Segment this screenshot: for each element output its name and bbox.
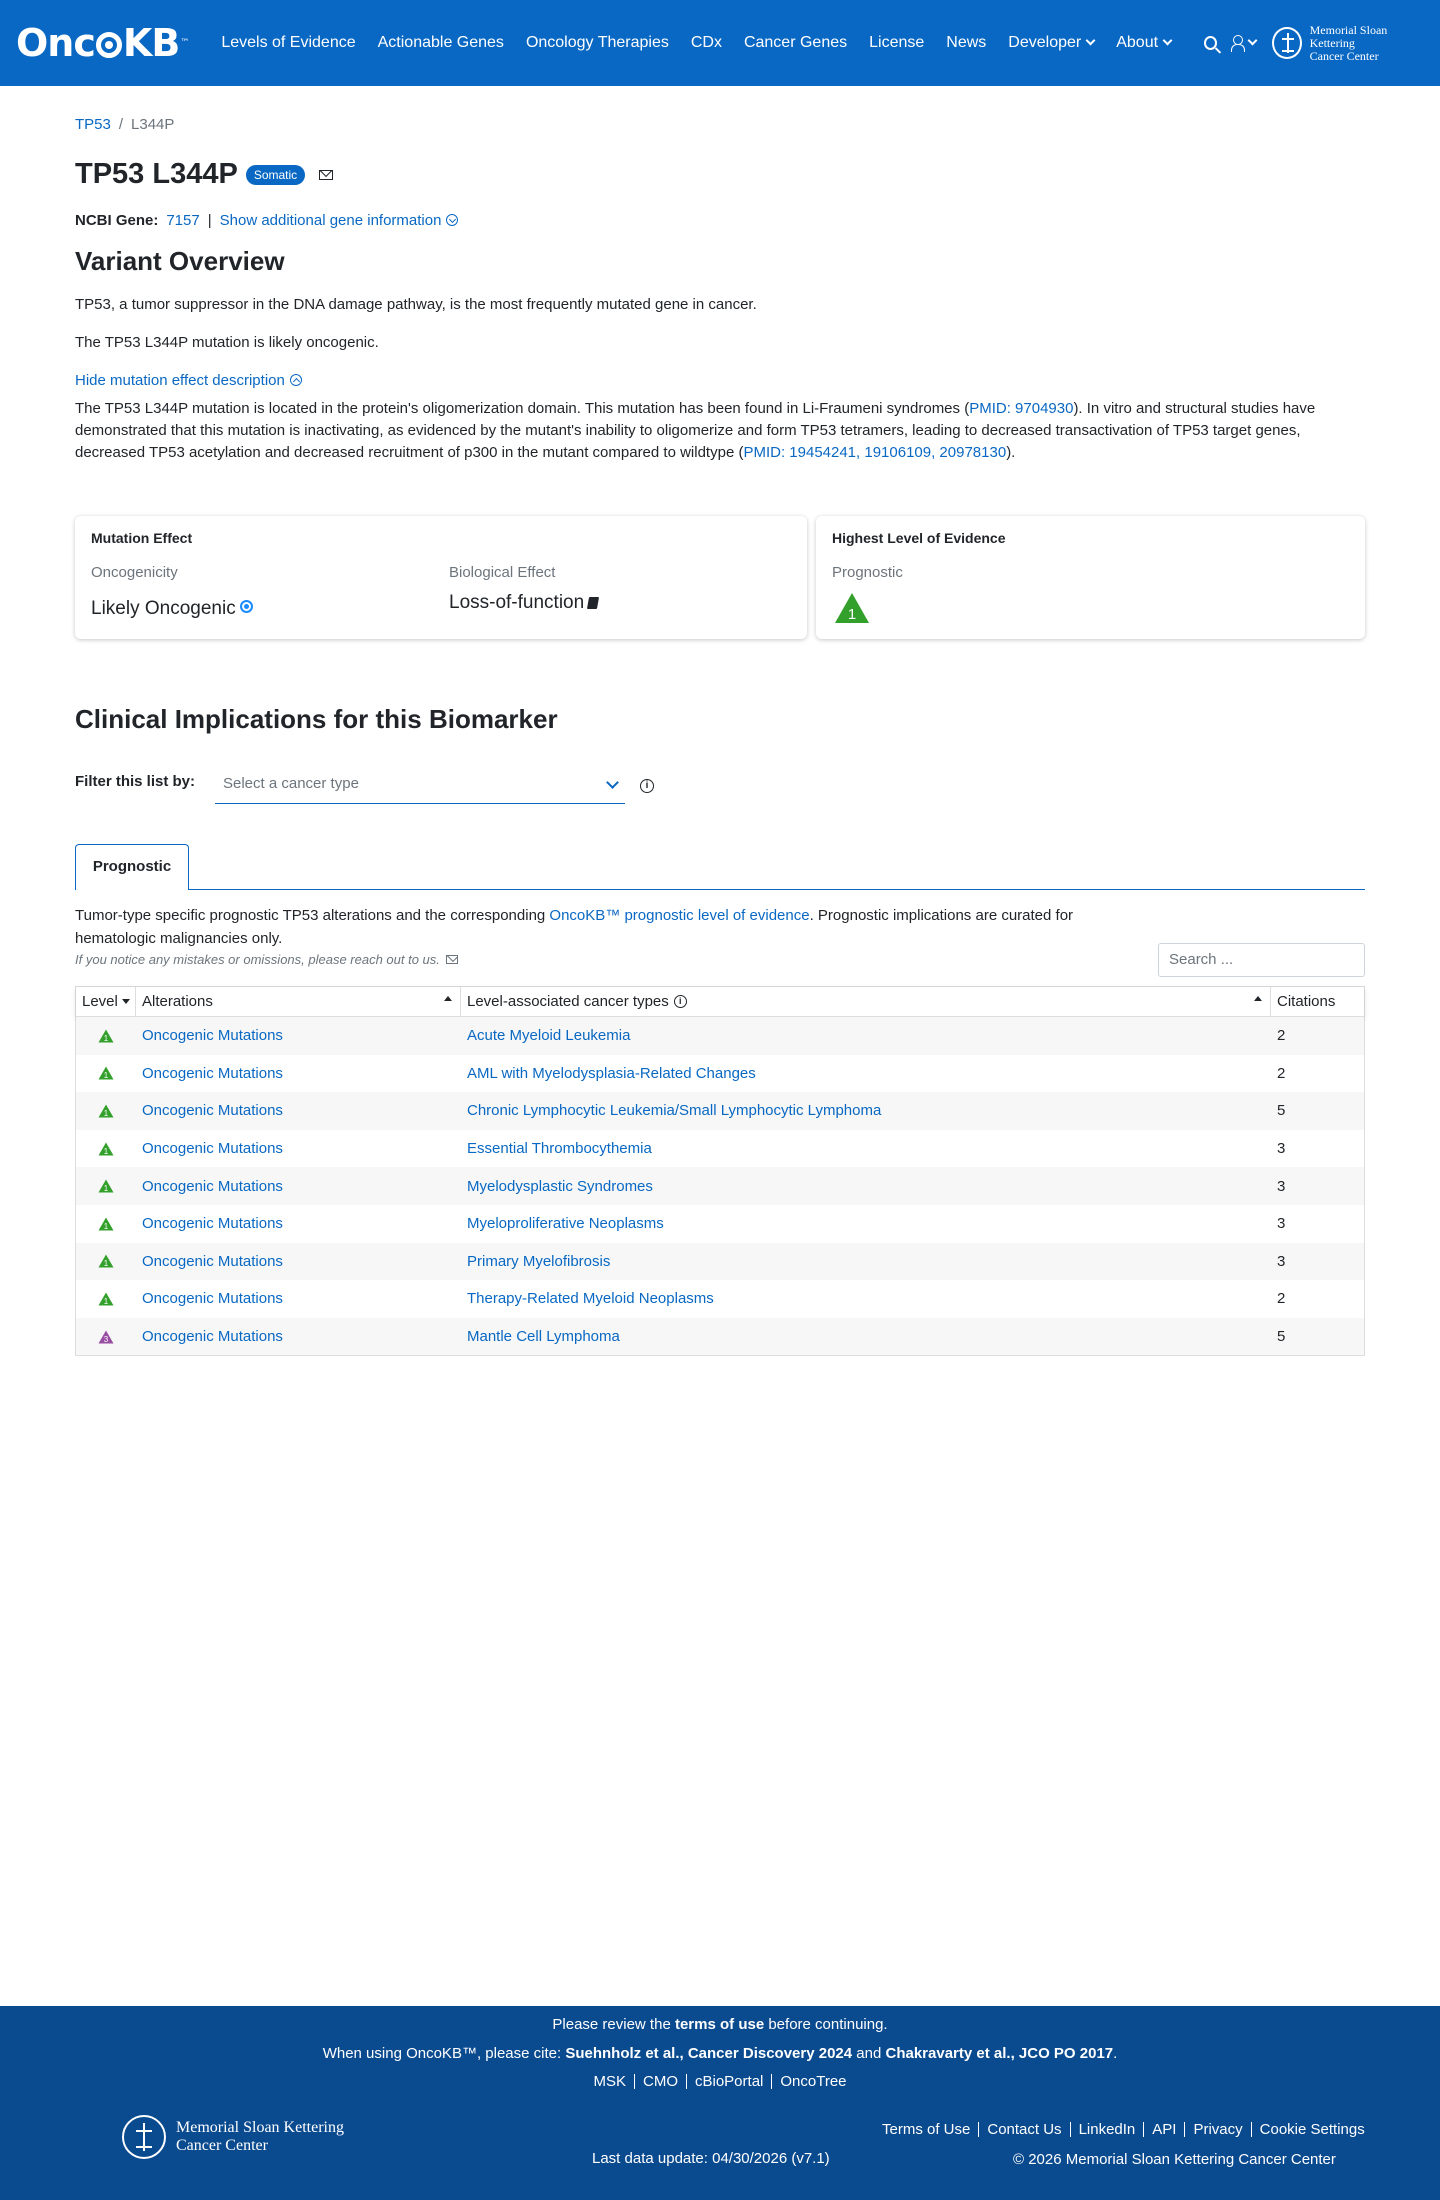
cancer-type-link[interactable]: Essential Thrombocythemia bbox=[467, 1140, 652, 1158]
cancer-type-cell bbox=[461, 1205, 1271, 1243]
highest-level-card bbox=[816, 516, 1365, 639]
nav-about-label: About bbox=[1116, 34, 1159, 51]
breadcrumb-separator: / bbox=[118, 116, 124, 133]
citations-cell[interactable] bbox=[1271, 1243, 1364, 1281]
sort-desc-icon bbox=[122, 999, 130, 1004]
level-text: 1 bbox=[103, 1071, 109, 1081]
sort-asc-icon bbox=[1254, 996, 1262, 1001]
pmid-link[interactable]: PMID: 9704930 bbox=[969, 400, 1074, 417]
last-data-update: Last data update: 04/30/2026 (v7.1) bbox=[592, 2150, 830, 2167]
citations-cell[interactable] bbox=[1271, 1318, 1364, 1356]
level-text: 1 bbox=[103, 1146, 109, 1156]
level-cell bbox=[76, 1318, 136, 1356]
highest-level-label: Prognostic bbox=[832, 564, 903, 581]
nav-cdx[interactable]: CDx bbox=[690, 34, 722, 51]
cancer-type-link[interactable]: Myeloproliferative Neoplasms bbox=[467, 1215, 664, 1233]
footer-right-links bbox=[874, 2121, 1373, 2138]
level-1-text: 1 bbox=[847, 606, 857, 623]
biological-effect-text: Loss-of-function bbox=[449, 592, 585, 613]
level-text: 1 bbox=[103, 1033, 109, 1043]
cancer-type-link[interactable]: AML with Myelodysplasia-Related Changes bbox=[467, 1064, 756, 1082]
level-1-icon[interactable] bbox=[98, 1029, 114, 1043]
alteration-link[interactable]: Oncogenic Mutations bbox=[142, 1140, 283, 1158]
citations-cell[interactable] bbox=[1271, 1130, 1364, 1168]
alteration-cell bbox=[136, 1243, 461, 1281]
nav-about-dropdown[interactable] bbox=[1116, 34, 1171, 52]
sort-asc-icon bbox=[444, 996, 452, 1001]
level-cell bbox=[76, 1205, 136, 1243]
level-cell bbox=[76, 1243, 136, 1281]
citation-text: . bbox=[1113, 2045, 1118, 2062]
alteration-cell bbox=[136, 1092, 461, 1130]
cancer-type-placeholder: Select a cancer type bbox=[223, 775, 359, 792]
msk-logo-icon bbox=[1272, 27, 1301, 59]
show-gene-info-label: Show additional gene information bbox=[219, 212, 442, 229]
table-row bbox=[76, 1318, 1364, 1356]
msk-logo[interactable] bbox=[1272, 24, 1424, 63]
level-cell bbox=[76, 1167, 136, 1205]
alteration-link[interactable]: Oncogenic Mutations bbox=[142, 1328, 283, 1346]
hide-mutation-effect-toggle[interactable] bbox=[75, 370, 302, 392]
cancer-type-cell bbox=[461, 1017, 1271, 1055]
chevron-down-icon bbox=[1163, 36, 1173, 46]
cancer-type-link[interactable]: Primary Myelofibrosis bbox=[467, 1252, 611, 1270]
level-cell bbox=[76, 1092, 136, 1130]
info-icon[interactable]: i bbox=[674, 995, 687, 1008]
variant-overview-heading: Variant Overview bbox=[75, 246, 285, 276]
oncogenicity-value bbox=[91, 598, 253, 620]
footer-linkedin-link[interactable]: LinkedIn bbox=[1071, 2122, 1145, 2137]
cancer-type-cell bbox=[461, 1167, 1271, 1205]
alteration-link[interactable]: Oncogenic Mutations bbox=[142, 1215, 283, 1233]
search-icon[interactable] bbox=[1204, 36, 1217, 50]
filter-label: Filter this list by: bbox=[75, 773, 196, 790]
feedback-note bbox=[75, 952, 458, 967]
logo-text-part1: Onc bbox=[16, 21, 95, 65]
mail-icon[interactable] bbox=[446, 955, 458, 964]
nav-developer-label: Developer bbox=[1008, 34, 1082, 51]
citation-notice bbox=[0, 2045, 1440, 2062]
book-icon[interactable] bbox=[587, 597, 599, 609]
nav-levels-of-evidence[interactable]: Levels of Evidence bbox=[221, 34, 356, 51]
mutation-effect-card bbox=[75, 516, 807, 639]
citations-count: 3 bbox=[1277, 1140, 1286, 1158]
column-citations-label: Citations bbox=[1277, 993, 1336, 1010]
alteration-cell bbox=[136, 1055, 461, 1093]
level-text: 1 bbox=[103, 1296, 109, 1306]
footer-msk-logo-text bbox=[176, 2119, 344, 2155]
cancer-type-cell bbox=[461, 1243, 1271, 1281]
logo-tm: ™ bbox=[180, 38, 189, 48]
level-3-icon[interactable] bbox=[98, 1330, 114, 1344]
cancer-type-cell bbox=[461, 1318, 1271, 1356]
breadcrumb-current: L344P bbox=[131, 116, 175, 133]
terms-of-use-link[interactable]: terms of use bbox=[674, 2016, 765, 2033]
top-navbar bbox=[0, 0, 1440, 86]
citations-count: 3 bbox=[1277, 1252, 1286, 1270]
table-row bbox=[76, 1092, 1364, 1130]
cancer-type-link[interactable]: Mantle Cell Lymphoma bbox=[467, 1328, 620, 1346]
description-text: ). In vitro and structural studies have demonstrated that this mutation is inactivating, as evidenced by the mutant's inability to oligomerize and form TP53 tetramers, leading to decreased transactivation of TP53 target genes, decreased TP53 acetylation and decreased recruitment of p300 in the mutant compared to wildtype ( bbox=[75, 400, 1316, 461]
alteration-link[interactable]: Oncogenic Mutations bbox=[142, 1290, 283, 1308]
alteration-cell bbox=[136, 1167, 461, 1205]
oncogenic-icon bbox=[240, 600, 253, 613]
alteration-link[interactable]: Oncogenic Mutations bbox=[142, 1177, 283, 1195]
biological-effect-value bbox=[449, 592, 598, 614]
citations-count: 3 bbox=[1277, 1215, 1286, 1233]
prognostic-description bbox=[75, 904, 1085, 950]
citations-count: 5 bbox=[1277, 1102, 1286, 1120]
column-level[interactable] bbox=[76, 987, 136, 1016]
cancer-type-cell bbox=[461, 1280, 1271, 1318]
footer-terms-link[interactable]: Terms of Use bbox=[874, 2122, 979, 2137]
logo-text-part2: KB bbox=[122, 21, 180, 65]
oncokb-logo[interactable] bbox=[16, 21, 188, 65]
citations-count: 2 bbox=[1277, 1290, 1286, 1308]
table-header bbox=[76, 987, 1364, 1017]
prognostic-table bbox=[75, 986, 1365, 1356]
cancer-type-link[interactable]: Myelodysplastic Syndromes bbox=[467, 1177, 653, 1195]
clinical-implications-heading: Clinical Implications for this Biomarker bbox=[75, 704, 558, 734]
footer-api-link[interactable]: API bbox=[1144, 2122, 1185, 2137]
cancer-type-cell bbox=[461, 1130, 1271, 1168]
column-cancer-types[interactable] bbox=[461, 987, 1271, 1016]
table-row bbox=[76, 1280, 1364, 1318]
tab-prognostic[interactable]: Prognostic bbox=[75, 844, 189, 890]
gene-summary: TP53, a tumor suppressor in the DNA damage pathway, is the most frequently mutated gene in cancer. bbox=[75, 296, 757, 313]
alteration-link[interactable]: Oncogenic Mutations bbox=[142, 1102, 283, 1120]
level-1-icon[interactable] bbox=[98, 1142, 114, 1156]
ncbi-gene-label: NCBI Gene: bbox=[75, 212, 159, 229]
description-text: ). bbox=[1006, 444, 1016, 461]
cancer-type-select[interactable] bbox=[215, 766, 625, 804]
alteration-link[interactable]: Oncogenic Mutations bbox=[142, 1252, 283, 1270]
alteration-link[interactable]: Oncogenic Mutations bbox=[142, 1064, 283, 1082]
alteration-cell bbox=[136, 1318, 461, 1356]
table-search-input[interactable] bbox=[1158, 943, 1365, 977]
ncbi-gene-link[interactable]: 7157 bbox=[166, 212, 200, 229]
nav-actionable-genes[interactable]: Actionable Genes bbox=[377, 34, 504, 51]
citations-cell[interactable] bbox=[1271, 1092, 1364, 1130]
msk-logo-line2: Cancer Center bbox=[1309, 48, 1379, 63]
citations-count: 3 bbox=[1277, 1177, 1286, 1195]
chevron-down-icon bbox=[606, 776, 619, 789]
show-gene-info-toggle[interactable] bbox=[220, 212, 459, 229]
citations-cell[interactable] bbox=[1271, 1167, 1364, 1205]
table-body bbox=[76, 1017, 1364, 1355]
chevron-circle-down-icon bbox=[446, 214, 458, 226]
footer-privacy-link[interactable]: Privacy bbox=[1185, 2122, 1251, 2137]
citation-text: and bbox=[852, 2045, 886, 2062]
level-cell bbox=[76, 1055, 136, 1093]
title-row bbox=[75, 158, 333, 191]
column-cancer-types-label: Level-associated cancer types bbox=[467, 993, 669, 1010]
logo-o-icon bbox=[96, 32, 122, 58]
alteration-cell bbox=[136, 1130, 461, 1168]
prognostic-text: . Prognostic implications are curated for hematologic malignancies only. bbox=[75, 907, 1074, 947]
footer-msk-logo[interactable] bbox=[122, 2115, 344, 2159]
level-cell bbox=[76, 1017, 136, 1055]
terms-text: before continuing. bbox=[764, 2016, 888, 2033]
biological-effect-label: Biological Effect bbox=[449, 564, 556, 581]
hide-mutation-effect-label: Hide mutation effect description bbox=[75, 372, 285, 389]
breadcrumb bbox=[75, 116, 174, 133]
gene-info-row bbox=[75, 212, 458, 229]
cancer-type-cell bbox=[461, 1092, 1271, 1130]
msk-logo-text bbox=[1310, 24, 1424, 63]
alteration-cell bbox=[136, 1017, 461, 1055]
citations-count: 5 bbox=[1277, 1328, 1286, 1346]
table-row bbox=[76, 1130, 1364, 1168]
citations-count: 2 bbox=[1277, 1064, 1286, 1082]
footer-link-cbioportal[interactable]: cBioPortal bbox=[687, 2074, 772, 2089]
alteration-cell bbox=[136, 1280, 461, 1318]
chevron-circle-up-icon bbox=[290, 374, 302, 386]
cancer-type-link[interactable]: Chronic Lymphocytic Leukemia/Small Lymphocytic Lymphoma bbox=[467, 1102, 882, 1120]
oncogenicity-text: Likely Oncogenic bbox=[91, 598, 236, 619]
level-cell bbox=[76, 1280, 136, 1318]
footer-msk-line1: Memorial Sloan Kettering bbox=[176, 2119, 344, 2136]
citations-cell[interactable] bbox=[1271, 1017, 1364, 1055]
citations-cell[interactable] bbox=[1271, 1280, 1364, 1318]
level-text: 1 bbox=[103, 1184, 109, 1194]
msk-logo-line1: Memorial Sloan Kettering bbox=[1309, 22, 1388, 50]
nav-oncology-therapies[interactable]: Oncology Therapies bbox=[525, 34, 669, 51]
nav-menu bbox=[210, 34, 1182, 52]
nav-license[interactable]: License bbox=[869, 34, 925, 51]
cancer-type-link[interactable]: Acute Myeloid Leukemia bbox=[467, 1027, 631, 1045]
level-1-icon[interactable] bbox=[98, 1217, 114, 1231]
copyright: © 2026 Memorial Sloan Kettering Cancer Center bbox=[1013, 2151, 1336, 2168]
citation-link-1[interactable]: Suehnholz et al., Cancer Discovery 2024 bbox=[565, 2045, 853, 2062]
column-alterations[interactable] bbox=[136, 987, 461, 1016]
nav-icons bbox=[1194, 24, 1424, 63]
table-row bbox=[76, 1205, 1364, 1243]
chevron-down-icon bbox=[1248, 35, 1258, 45]
footer-link-msk[interactable]: MSK bbox=[585, 2074, 635, 2089]
column-level-label: Level bbox=[82, 993, 118, 1010]
citations-cell[interactable] bbox=[1271, 1205, 1364, 1243]
gene-info-separator: | bbox=[207, 212, 212, 229]
table-row bbox=[76, 1167, 1364, 1205]
info-icon[interactable]: i bbox=[640, 779, 654, 793]
cancer-type-cell bbox=[461, 1055, 1271, 1093]
partner-links bbox=[0, 2073, 1440, 2090]
level-text: 1 bbox=[103, 1259, 109, 1269]
footer-cookie-settings-link[interactable]: Cookie Settings bbox=[1259, 2121, 1365, 2138]
table-row bbox=[76, 1055, 1364, 1093]
level-1-icon[interactable] bbox=[98, 1104, 114, 1118]
footer bbox=[0, 2006, 1440, 2200]
breadcrumb-gene-link[interactable]: TP53 bbox=[75, 116, 111, 133]
table-row bbox=[76, 1017, 1364, 1055]
chevron-down-icon bbox=[1086, 36, 1096, 46]
level-1-icon[interactable] bbox=[98, 1179, 114, 1193]
citation-text: When using OncoKB™, please cite: bbox=[322, 2045, 566, 2062]
mutation-effect-description bbox=[75, 398, 1365, 464]
footer-link-oncotree[interactable]: OncoTree bbox=[780, 2073, 847, 2090]
msk-logo-icon bbox=[122, 2115, 166, 2159]
level-1-icon[interactable] bbox=[98, 1066, 114, 1080]
nav-news[interactable]: News bbox=[946, 34, 987, 51]
alteration-cell bbox=[136, 1205, 461, 1243]
prognostic-level-link[interactable]: OncoKB™ prognostic level of evidence bbox=[549, 907, 810, 924]
variant-summary: The TP53 L344P mutation is likely oncogenic. bbox=[75, 334, 379, 351]
feedback-note-text: If you notice any mistakes or omissions, please reach out to us. bbox=[75, 952, 440, 967]
tab-divider bbox=[188, 889, 1365, 890]
nav-cancer-genes[interactable]: Cancer Genes bbox=[743, 34, 848, 51]
footer-link-cmo[interactable]: CMO bbox=[635, 2074, 687, 2089]
user-icon bbox=[1231, 35, 1243, 51]
level-1-icon[interactable] bbox=[834, 592, 870, 624]
table-search-placeholder: Search ... bbox=[1169, 951, 1234, 968]
level-1-icon[interactable] bbox=[98, 1292, 114, 1306]
description-text: The TP53 L344P mutation is located in the protein's oligomerization domain. This mutation has been found in Li-Fraumeni syndromes ( bbox=[75, 400, 970, 417]
terms-notice bbox=[0, 2016, 1440, 2033]
prognostic-text: Tumor-type specific prognostic TP53 alterations and the corresponding bbox=[75, 907, 550, 924]
citations-count: 2 bbox=[1277, 1027, 1286, 1045]
level-text: 3 bbox=[103, 1334, 109, 1344]
page-title: TP53 L344P bbox=[75, 158, 238, 190]
citation-link-2[interactable]: Chakravarty et al., JCO PO 2017 bbox=[885, 2045, 1114, 2062]
alteration-link[interactable]: Oncogenic Mutations bbox=[142, 1027, 283, 1045]
nav-developer-dropdown[interactable] bbox=[1008, 34, 1094, 52]
level-text: 1 bbox=[103, 1221, 109, 1231]
oncogenicity-label: Oncogenicity bbox=[91, 564, 178, 581]
mutation-effect-title: Mutation Effect bbox=[91, 530, 193, 546]
footer-msk-line2: Cancer Center bbox=[176, 2137, 268, 2154]
somatic-badge: Somatic bbox=[246, 165, 305, 185]
pmid-link[interactable]: PMID: 19454241, 19106109, 20978130 bbox=[743, 444, 1007, 461]
level-text: 1 bbox=[103, 1108, 109, 1118]
user-menu-dropdown[interactable] bbox=[1231, 35, 1256, 51]
column-citations[interactable] bbox=[1271, 987, 1364, 1016]
cancer-type-link[interactable]: Therapy-Related Myeloid Neoplasms bbox=[467, 1290, 714, 1308]
level-cell bbox=[76, 1130, 136, 1168]
column-alterations-label: Alterations bbox=[142, 993, 213, 1010]
level-1-icon[interactable] bbox=[98, 1254, 114, 1268]
mail-icon[interactable] bbox=[319, 170, 333, 180]
footer-contact-link[interactable]: Contact Us bbox=[979, 2122, 1070, 2137]
highest-level-title: Highest Level of Evidence bbox=[832, 530, 1006, 546]
terms-text: Please review the bbox=[552, 2016, 675, 2033]
table-row bbox=[76, 1243, 1364, 1281]
citations-cell[interactable] bbox=[1271, 1055, 1364, 1093]
